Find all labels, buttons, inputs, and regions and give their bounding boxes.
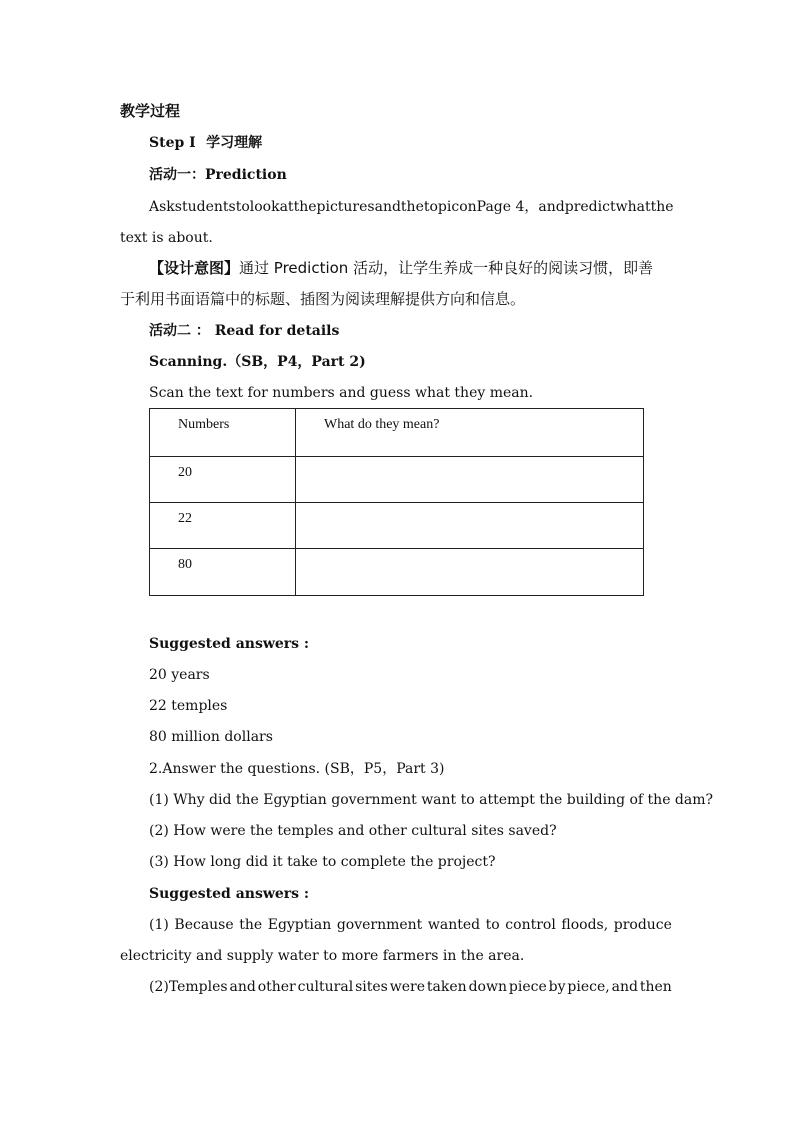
suggested-answers-label-1: Suggested answers : [149, 636, 310, 652]
answer2-word: cultural [297, 979, 354, 995]
answer2-word: piece, [567, 979, 610, 995]
table-cell-meaning [296, 457, 644, 503]
activity1-word: the [400, 199, 424, 215]
activity1-word: at [279, 199, 294, 215]
question-item: (1) Why did the Egyptian government want to attempt the building of the dam? [149, 792, 714, 808]
activity1-word: look [249, 199, 280, 215]
answer2-word: sites [355, 979, 388, 995]
step-label: Step I [149, 135, 196, 151]
design-intent-line2: 于利用书面语篇中的标题、插图为阅读理解提供方向和信息。 [120, 290, 526, 308]
section-heading: 教学过程 [120, 102, 181, 120]
answer2-word: down [468, 979, 507, 995]
activity1-line1 [120, 197, 672, 217]
step-heading [149, 133, 262, 153]
questions-title: 2.Answer the questions. (SB，P5，Part 3) [149, 761, 445, 777]
answer1-word: Egyptian [267, 917, 332, 933]
activity1-word: to [235, 199, 250, 215]
activity1-title: 活动一：Prediction [149, 167, 287, 183]
answer2-word: taken [426, 979, 467, 995]
answer1-line1 [120, 915, 672, 935]
table-cell-number: 80 [150, 549, 296, 596]
answer1-word: government [336, 917, 423, 933]
question-item: (2) How were the temples and other cultural sites saved? [149, 823, 557, 839]
answer1-line2: electricity and supply water to more farmers in the area. [120, 948, 525, 964]
answer1-word: the [239, 917, 263, 933]
answer2-word: piece [508, 979, 547, 995]
scan-instruction: Scan the text for numbers and guess what they mean. [149, 385, 534, 401]
table-row [150, 503, 644, 549]
scanning-heading: Scanning.（SB，P4，Part 2) [149, 354, 366, 370]
answer2-word: then [639, 979, 672, 995]
answer1-word: to [485, 917, 500, 933]
activity1-line2: text is about. [120, 230, 213, 246]
activity1-word: the [650, 199, 674, 215]
activity1-word: students [174, 199, 236, 215]
activity1-word: Page 4， [476, 199, 539, 215]
answer1-paragraph [120, 915, 672, 935]
activity1-word: topic [423, 199, 460, 215]
question-item: (3) How long did it take to complete the project? [149, 854, 496, 870]
table-cell-meaning [296, 503, 644, 549]
answer2-word: by [548, 979, 566, 995]
activity1-word: what [615, 199, 651, 215]
activity1-word: on [459, 199, 477, 215]
table-cell-number: 20 [150, 457, 296, 503]
design-intent-label: 【设计意图】 [149, 259, 240, 277]
activity1-word: the [293, 199, 317, 215]
activity1-word: and [374, 199, 401, 215]
answer2-line1 [120, 977, 672, 997]
answer2-word: (2)Temples [149, 979, 228, 995]
table-row [150, 549, 644, 596]
table-cell-meaning [296, 549, 644, 596]
activity1-word: predict [564, 199, 616, 215]
answer2-paragraph [120, 977, 672, 997]
activity1-word: Ask [149, 199, 175, 215]
step-title: 学习理解 [206, 135, 263, 151]
answer1-word: control [505, 917, 556, 933]
answer1-word: Because [174, 917, 234, 933]
answer1-word: (1) [149, 917, 169, 933]
activity1-word: pictures [316, 199, 375, 215]
table-header-row [150, 409, 644, 457]
table-header-numbers: Numbers [150, 409, 296, 457]
answer2-word: and [611, 979, 638, 995]
answer2-word: and [229, 979, 256, 995]
design-intent-line1 [149, 258, 653, 278]
answer1-word: produce [613, 917, 672, 933]
table-header-meaning: What do they mean? [296, 409, 644, 457]
answer-item: 20 years [149, 667, 210, 683]
table-cell-number: 22 [150, 503, 296, 549]
activity1-paragraph [120, 197, 672, 217]
answer2-word: were [389, 979, 425, 995]
answer1-word: wanted [427, 917, 481, 933]
answer-item: 80 million dollars [149, 729, 273, 745]
suggested-answers-label-2: Suggested answers : [149, 886, 310, 902]
numbers-table [149, 408, 644, 596]
answer1-word: floods, [561, 917, 609, 933]
answer-item: 22 temples [149, 698, 228, 714]
answer2-word: other [257, 979, 296, 995]
activity2-title: 活动二 ： Read for details [149, 323, 340, 339]
table-row [150, 457, 644, 503]
activity1-word: and [538, 199, 565, 215]
design-intent-text1: 通过 Prediction 活动，让学生养成一种良好的阅读习惯，即善 [239, 259, 654, 277]
